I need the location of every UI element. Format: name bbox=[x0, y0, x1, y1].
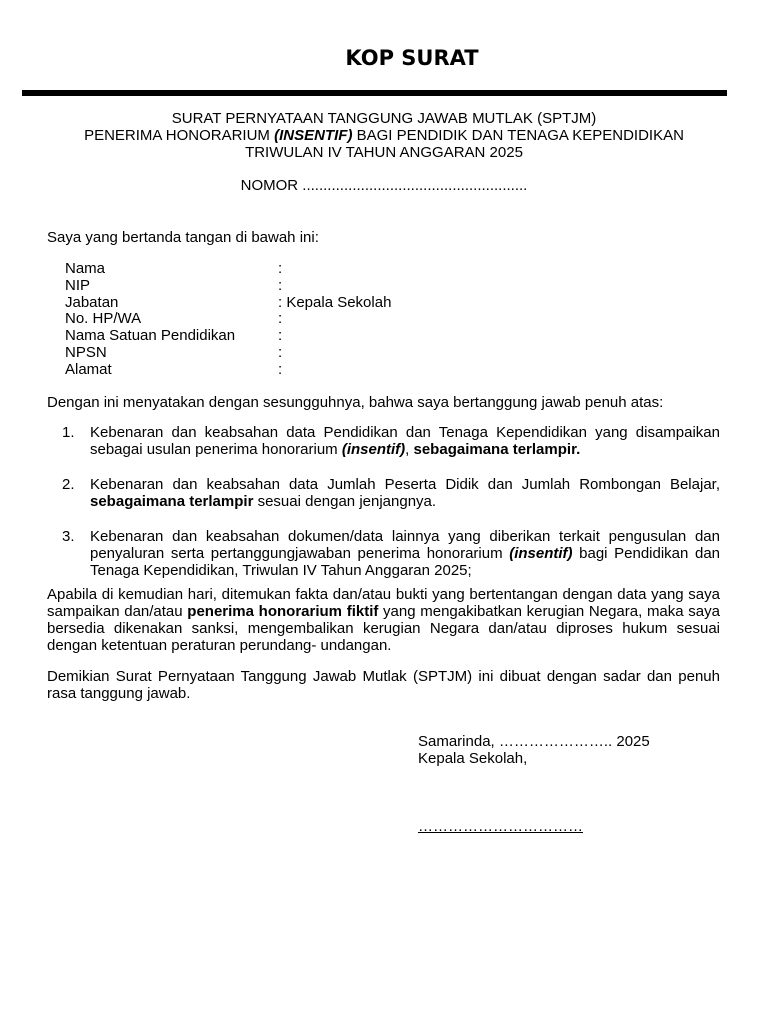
field-value: : bbox=[278, 260, 283, 277]
list-text-a: Kebenaran dan keabsahan dokumen/data lainnya yang diberikan terkait pengusulan dan penyaluran serta pertanggungjawaban penerima honorarium bbox=[90, 528, 720, 562]
title-line-2c: BAGI PENDIDIK DAN TENAGA KEPENDIDIKAN bbox=[352, 127, 684, 144]
apabila-text-c: yang mengakibatkan kerugian Negara, maka saya bersedia dikenakan sanksi, mengembalikan kerugian Negara dan/atau diproses hukum sesuai dengan ketentuan peraturan perundang- undangan. bbox=[47, 603, 720, 654]
signature-place-date: Samarinda, ………………….. 2025 bbox=[418, 733, 650, 750]
field-row bbox=[65, 311, 391, 328]
field-label: Nama Satuan Pendidikan bbox=[65, 327, 236, 345]
field-value: : bbox=[278, 360, 283, 378]
field-row bbox=[65, 261, 391, 278]
field-label: NIP bbox=[65, 276, 91, 294]
list-text-a: Kebenaran dan keabsahan data Jumlah Peserta Didik dan Jumlah Rombongan Belajar, bbox=[90, 476, 720, 493]
document-title bbox=[20, 110, 748, 161]
field-row bbox=[65, 295, 391, 312]
list-text-b: (insentif) bbox=[341, 441, 406, 458]
title-line-1: SURAT PERNYATAAN TANGGUNG JAWAB MUTLAK (SPTJM) bbox=[171, 110, 597, 127]
list-text-a: Kebenaran dan keabsahan data Pendidikan dan Tenaga Kependidikan yang disampaikan sebagai usulan penerima honorarium bbox=[90, 424, 720, 458]
field-label: Jabatan bbox=[65, 293, 119, 311]
list-item bbox=[62, 476, 720, 510]
identity-fields bbox=[65, 261, 391, 379]
list-text bbox=[90, 424, 720, 458]
closing-paragraph: Demikian Surat Pernyataan Tanggung Jawab Mutlak (SPTJM) ini dibuat dengan sadar dan penuh rasa tanggung jawab. bbox=[47, 668, 720, 702]
apabila-paragraph bbox=[47, 586, 720, 654]
signature-position: Kepala Sekolah, bbox=[418, 750, 528, 767]
list-text-c: , bbox=[405, 441, 414, 458]
list-number: 1. bbox=[62, 424, 75, 441]
title-line-2b: (INSENTIF) bbox=[274, 127, 353, 144]
list-text-d: sebagaimana terlampir. bbox=[413, 441, 581, 458]
title-line-2a: PENERIMA HONORARIUM bbox=[84, 127, 275, 144]
field-row bbox=[65, 345, 391, 362]
statement-text: Dengan ini menyatakan dengan sesungguhnya, bahwa saya bertanggung jawab penuh atas: bbox=[47, 394, 664, 411]
list-number: 3. bbox=[62, 528, 75, 545]
field-value: : bbox=[278, 276, 283, 294]
document-number: NOMOR ...................................................... bbox=[240, 177, 528, 194]
title-line-2 bbox=[20, 127, 748, 144]
apabila-text-a: Apabila di kemudian hari, ditemukan fakta dan/atau bukti yang bertentangan dengan data yang saya sampaikan dan/atau bbox=[47, 586, 720, 620]
field-value: : Kepala Sekolah bbox=[278, 293, 392, 311]
responsibility-list bbox=[62, 424, 720, 597]
list-text-b: sebagaimana terlampir bbox=[90, 493, 254, 510]
field-row bbox=[65, 328, 391, 345]
list-text-c: sesuai dengan jenjangnya. bbox=[253, 493, 437, 510]
list-text-b: (insentif) bbox=[509, 545, 573, 562]
title-line-3: TRIWULAN IV TAHUN ANGGARAN 2025 bbox=[245, 144, 523, 161]
list-number: 2. bbox=[62, 476, 75, 493]
field-value: : bbox=[278, 310, 283, 328]
field-label: NPSN bbox=[65, 343, 107, 361]
list-text-c: bagi Pendidikan dan Tenaga Kependidikan, Triwulan IV Tahun Anggaran 2025; bbox=[90, 545, 720, 579]
field-row bbox=[65, 278, 391, 295]
letterhead-rule bbox=[22, 90, 727, 96]
field-label: Alamat bbox=[65, 360, 112, 378]
field-value: : bbox=[278, 343, 283, 361]
apabila-text-b: penerima honorarium fiktif bbox=[187, 603, 379, 620]
field-row bbox=[65, 362, 391, 379]
intro-text: Saya yang bertanda tangan di bawah ini: bbox=[47, 229, 319, 246]
list-text bbox=[90, 476, 720, 510]
list-item bbox=[62, 424, 720, 458]
field-value: : bbox=[278, 327, 283, 345]
field-label: Nama bbox=[65, 260, 106, 277]
list-item bbox=[62, 528, 720, 579]
signature-name-line: …………………………… bbox=[418, 818, 583, 835]
list-text bbox=[90, 528, 720, 579]
letterhead-title: KOP SURAT bbox=[345, 46, 479, 70]
field-label: No. HP/WA bbox=[65, 310, 142, 328]
